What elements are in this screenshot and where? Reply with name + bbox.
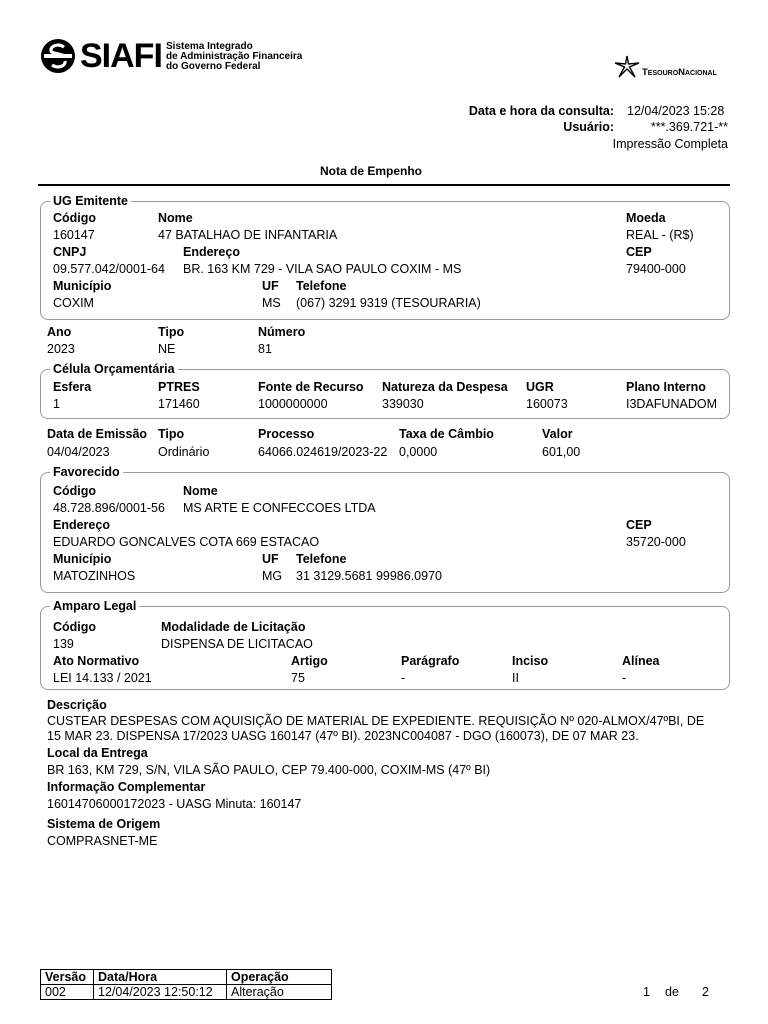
fav-uf-value: MG [262, 569, 283, 583]
fav-codigo-value: 48.728.896/0001-56 [53, 501, 165, 515]
plano-label: Plano Interno [626, 380, 706, 394]
celula-section [40, 369, 730, 419]
fav-uf-label: UF [262, 552, 279, 566]
ugr-value: 160073 [526, 397, 568, 411]
esfera-value: 1 [53, 397, 60, 411]
fav-nome-value: MS ARTE E CONFECCOES LTDA [183, 501, 376, 515]
alinea-label: Alínea [622, 654, 660, 668]
taxa-label: Taxa de Câmbio [399, 427, 494, 441]
celula-legend: Célula Orçamentária [50, 362, 178, 376]
ug-codigo-value: 160147 [53, 228, 95, 242]
siafi-logo [40, 38, 310, 74]
processo-value: 64066.024619/2023-22 [258, 445, 388, 459]
document-title: Nota de Empenho [320, 164, 423, 178]
subtitle-line: Sistema Integrado [166, 41, 253, 52]
numero-value: 81 [258, 342, 272, 356]
alinea-value: - [622, 671, 627, 685]
descricao-line: CUSTEAR DESPESAS COM AQUISIÇÃO DE MATERIAL DE EXPEDIENTE. REQUISIÇÃO Nº 020-ALMOX/47ºBI, DE [47, 714, 705, 728]
ug-cep-value: 79400-000 [626, 262, 686, 276]
subtitle-line: do Governo Federal [166, 61, 261, 72]
modalidade-value: DISPENSA DE LICITACAO [161, 637, 313, 651]
page-number: 1 [643, 985, 650, 999]
fav-cep-label: CEP [626, 518, 652, 532]
fav-telefone-label: Telefone [296, 552, 347, 566]
valor-value: 601,00 [542, 445, 581, 459]
subtitle-line: de Administração Financeira [166, 51, 303, 62]
amparo-codigo-value: 139 [53, 637, 74, 651]
table-row [41, 985, 332, 1000]
ug-emitente-legend: UG Emitente [50, 194, 131, 208]
amparo-codigo-label: Código [53, 620, 97, 634]
natureza-value: 339030 [382, 397, 424, 411]
favorecido-legend: Favorecido [50, 465, 123, 479]
fav-endereco-value: EDUARDO GONCALVES COTA 669 ESTACAO [53, 535, 320, 549]
sistema-origem-value: COMPRASNET-ME [47, 834, 158, 848]
siafi-logo-subtitle [166, 42, 302, 72]
fav-cep-value: 35720-000 [626, 535, 686, 549]
sistema-origem-label: Sistema de Origem [47, 817, 161, 831]
versao-cell: 002 [41, 985, 94, 1000]
emissao-tipo-value: Ordinário [158, 445, 210, 459]
ato-value: LEI 14.133 / 2021 [53, 671, 152, 685]
amparo-legend: Amparo Legal [50, 599, 139, 613]
title-divider [38, 184, 730, 186]
ug-uf-label: UF [262, 279, 279, 293]
page-of: de [665, 985, 679, 999]
ugr-label: UGR [526, 380, 554, 394]
modalidade-label: Modalidade de Licitação [161, 620, 306, 634]
emissao-value: 04/04/2023 [47, 445, 110, 459]
ato-label: Ato Normativo [53, 654, 140, 668]
emissao-label: Data de Emissão [47, 427, 148, 441]
ug-nome-label: Nome [158, 211, 193, 225]
usuario-label: Usuário: [563, 120, 614, 134]
inciso-value: II [512, 671, 519, 685]
descricao-label: Descrição [47, 698, 107, 712]
ug-uf-value: MS [262, 296, 281, 310]
tesouro-logo-text: TesouroNacional [642, 67, 717, 78]
paragrafo-label: Parágrafo [401, 654, 460, 668]
versao-header: Versão [41, 970, 94, 985]
fonte-label: Fonte de Recurso [258, 380, 364, 394]
datahora-header: Data/Hora [94, 970, 227, 985]
ug-municipio-value: COXIM [53, 296, 94, 310]
inciso-label: Inciso [512, 654, 549, 668]
ug-cnpj-value: 09.577.042/0001-64 [53, 262, 165, 276]
ug-municipio-label: Município [53, 279, 112, 293]
page-total: 2 [702, 985, 709, 999]
info-complementar-value: 16014706000172023 - UASG Minuta: 160147 [47, 797, 302, 811]
artigo-label: Artigo [291, 654, 328, 668]
tipo-label: Tipo [158, 325, 185, 339]
valor-label: Valor [542, 427, 573, 441]
fav-nome-label: Nome [183, 484, 218, 498]
usuario-value: ***.369.721-** [650, 120, 728, 134]
artigo-value: 75 [291, 671, 305, 685]
impressao-label: Impressão Completa [612, 137, 728, 151]
tipo-value: NE [158, 342, 176, 356]
info-complementar-label: Informação Complementar [47, 780, 206, 794]
consulta-label: Data e hora da consulta: [468, 104, 614, 118]
ptres-label: PTRES [158, 380, 200, 394]
tesouro-star-icon [614, 55, 640, 79]
siafi-logo-text: SIAFI [80, 37, 162, 75]
version-table [40, 969, 332, 1000]
ug-cnpj-label: CNPJ [53, 245, 87, 259]
fav-codigo-label: Código [53, 484, 97, 498]
fav-municipio-label: Município [53, 552, 112, 566]
ug-nome-value: 47 BATALHAO DE INFANTARIA [158, 228, 338, 242]
ug-telefone-label: Telefone [296, 279, 347, 293]
ug-moeda-label: Moeda [626, 211, 666, 225]
numero-label: Número [258, 325, 306, 339]
fav-municipio-value: MATOZINHOS [53, 569, 136, 583]
tesouro-logo [614, 55, 734, 81]
natureza-label: Natureza da Despesa [382, 380, 508, 394]
version-table-header [41, 970, 332, 985]
descricao-line: 15 MAR 23. DISPENSA 17/2023 UASG 160147 (47º BI). 2023NC004087 - DGO (160073), DE 07 MAR 23. [47, 729, 639, 743]
ano-value: 2023 [47, 342, 75, 356]
emissao-tipo-label: Tipo [158, 427, 185, 441]
consulta-value: 12/04/2023 15:28 [627, 104, 725, 118]
paragrafo-value: - [401, 671, 406, 685]
taxa-value: 0,0000 [399, 445, 438, 459]
ptres-value: 171460 [158, 397, 200, 411]
operacao-header: Operação [227, 970, 332, 985]
ug-telefone-value: (067) 3291 9319 (TESOURARIA) [296, 296, 481, 310]
fonte-value: 1000000000 [258, 397, 328, 411]
local-entrega-label: Local da Entrega [47, 746, 148, 760]
siafi-logo-icon [40, 38, 76, 74]
ug-endereco-value: BR. 163 KM 729 - VILA SAO PAULO COXIM - MS [183, 262, 462, 276]
operacao-cell: Alteração [227, 985, 332, 1000]
ug-codigo-label: Código [53, 211, 97, 225]
plano-value: I3DAFUNADOM [626, 397, 717, 411]
datahora-cell: 12/04/2023 12:50:12 [94, 985, 227, 1000]
processo-label: Processo [258, 427, 315, 441]
esfera-label: Esfera [53, 380, 92, 394]
ano-label: Ano [47, 325, 72, 339]
ug-moeda-value: REAL - (R$) [626, 228, 694, 242]
ug-endereco-label: Endereço [183, 245, 240, 259]
fav-telefone-value: 31 3129.5681 99986.0970 [296, 569, 442, 583]
ug-cep-label: CEP [626, 245, 652, 259]
local-entrega-value: BR 163, KM 729, S/N, VILA SÃO PAULO, CEP 79.400-000, COXIM-MS (47º BI) [47, 763, 491, 777]
fav-endereco-label: Endereço [53, 518, 110, 532]
